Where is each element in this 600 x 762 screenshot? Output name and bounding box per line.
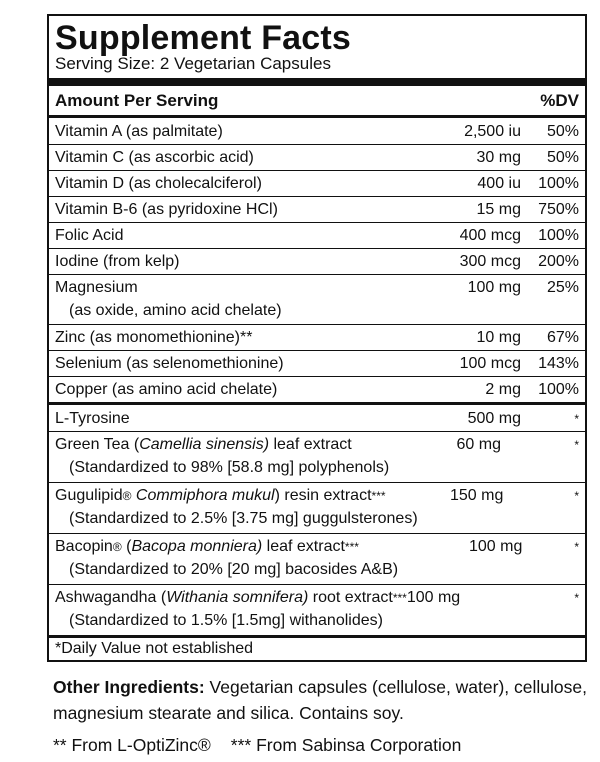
row-divider [49, 350, 585, 351]
row-dv: 25% [546, 279, 579, 296]
row-divider [49, 170, 585, 171]
row-dv: * [574, 489, 579, 503]
header-amount: Amount Per Serving [55, 91, 219, 110]
row-amount: 100 mg [406, 589, 461, 606]
row-divider [49, 533, 585, 534]
row-dv: 200% [538, 253, 579, 270]
row-sub: (as oxide, amino acid chelate) [69, 302, 282, 319]
supplement-facts-panel [47, 14, 587, 662]
row-amount: 2,500 iu [464, 123, 521, 140]
row-name: Zinc (as monomethionine)** [55, 329, 253, 346]
source-notes [53, 733, 461, 757]
row-dv: 750% [538, 201, 579, 218]
serving-size: Serving Size: 2 Vegetarian Capsules [55, 54, 331, 73]
row-name: Vitamin C (as ascorbic acid) [55, 149, 254, 166]
row-amount: 15 mg [476, 201, 521, 218]
other-ingredients-label: Other Ingredients: [53, 677, 205, 697]
row-divider [49, 324, 585, 325]
row-amount: 10 mg [476, 329, 521, 346]
row-amount: 100 mg [467, 279, 521, 296]
row-sub: (Standardized to 20% [20 mg] bacosides A&B) [69, 561, 399, 578]
row-name: Vitamin A (as palmitate) [55, 123, 223, 140]
row-name: Magnesium [55, 279, 138, 296]
row-name: Copper (as amino acid chelate) [55, 381, 278, 398]
other-ingredients [53, 674, 593, 726]
row-name: Vitamin D (as cholecalciferol) [55, 175, 262, 192]
panel-title: Supplement Facts [55, 19, 352, 57]
row-amount: 100 mg [469, 538, 523, 555]
row-name: Iodine (from kelp) [55, 253, 180, 270]
row-sub: (Standardized to 98% [58.8 mg] polyphenols) [69, 459, 390, 476]
row-dv: 143% [538, 355, 579, 372]
row-dv: 50% [546, 149, 579, 166]
row-amount: 400 mcg [459, 227, 521, 244]
header-dv: %DV [540, 91, 579, 110]
optizinc-note: ** From L-OptiZinc® [53, 735, 211, 755]
row-amount: 150 mg [450, 487, 504, 504]
row-divider [49, 584, 585, 585]
row-divider [49, 431, 585, 432]
row-dv: 67% [546, 329, 579, 346]
row-amount: 500 mg [467, 410, 521, 427]
row-amount: 60 mg [456, 436, 501, 453]
row-dv: * [574, 591, 579, 605]
row-name: Ashwagandha (Withania somnifera) root extract***100 mg [55, 589, 461, 606]
row-amount: 30 mg [476, 149, 521, 166]
row-name: Bacopin® (Bacopa monniera) leaf extract*** [55, 538, 359, 555]
sabinsa-note: *** From Sabinsa Corporation [230, 735, 462, 755]
row-divider [49, 376, 585, 377]
other-ingredients-text: Vegetarian capsules (cellulose, water), cellulose, magnesium stearate and silica. Contains soy. [53, 677, 587, 723]
row-dv: 100% [538, 381, 579, 398]
row-sub: (Standardized to 1.5% [1.5mg] withanolides) [69, 612, 383, 629]
row-divider [49, 144, 585, 145]
row-sub: (Standardized to 2.5% [3.75 mg] guggulsterones) [69, 510, 418, 527]
row-name: Selenium (as selenomethionine) [55, 355, 284, 372]
dv-footnote: *Daily Value not established [55, 640, 254, 657]
row-name: Green Tea (Camellia sinensis) leaf extract [55, 436, 352, 453]
section-divider [49, 402, 585, 405]
row-divider [49, 248, 585, 249]
row-divider [49, 482, 585, 483]
row-dv: 100% [538, 227, 579, 244]
row-dv: * [574, 412, 579, 426]
header-divider [49, 115, 585, 118]
row-amount: 2 mg [485, 381, 521, 398]
row-name: Gugulipid® Commiphora mukul) resin extract*** [55, 487, 386, 504]
row-dv: 100% [538, 175, 579, 192]
row-amount: 300 mcg [459, 253, 521, 270]
row-amount: 400 iu [477, 175, 521, 192]
row-amount: 100 mcg [459, 355, 521, 372]
thick-divider [49, 78, 585, 86]
row-dv: * [574, 438, 579, 452]
row-divider [49, 196, 585, 197]
row-divider [49, 274, 585, 275]
row-dv: * [574, 540, 579, 554]
row-dv: 50% [546, 123, 579, 140]
row-name: Vitamin B-6 (as pyridoxine HCl) [55, 201, 278, 218]
row-name: Folic Acid [55, 227, 124, 244]
row-divider [49, 222, 585, 223]
row-name: L-Tyrosine [55, 410, 130, 427]
